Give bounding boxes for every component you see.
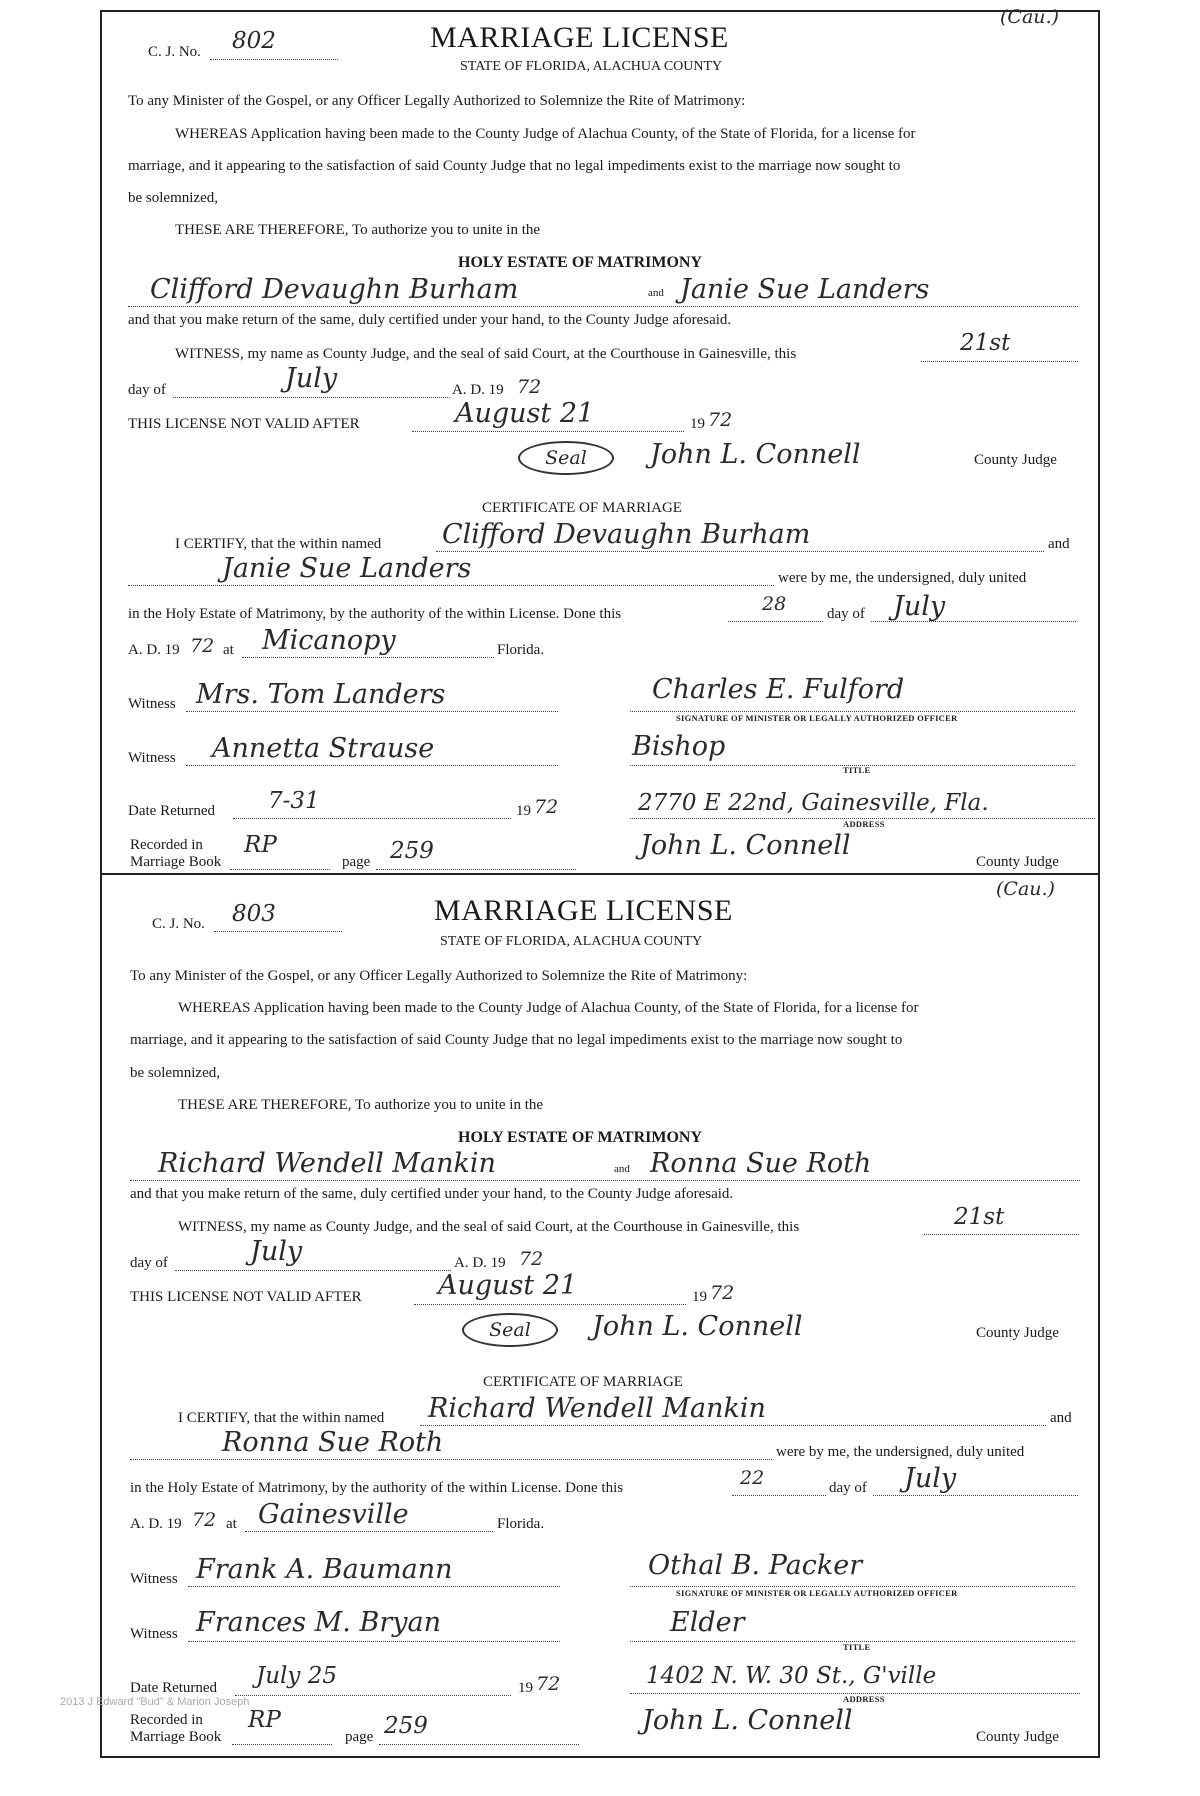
watermark: 2013 J Edward "Bud" & Marion Joseph <box>60 1696 250 1708</box>
seal-text: Seal <box>489 1319 531 1341</box>
judge-signature: John L. Connell <box>592 1311 803 1342</box>
cj-no-line <box>210 59 338 60</box>
address-label: ADDRESS <box>843 819 885 829</box>
to-line: To any Minister of the Gospel, or any Officer Legally Authorized to Solemnize the Rite of Matrimony: <box>130 968 748 984</box>
therefore-line: THESE ARE THEREFORE, To authorize you to unite in the <box>175 222 541 238</box>
cert-done-day: 28 <box>762 593 787 615</box>
day-of-label: day of <box>130 1255 168 1271</box>
title-label: TITLE <box>843 765 871 775</box>
cert-florida: Florida. <box>497 642 545 658</box>
cj-number: 802 <box>232 28 276 54</box>
returned-year: 72 <box>534 796 559 818</box>
page-line <box>379 1744 579 1745</box>
to-line: To any Minister of the Gospel, or any Officer Legally Authorized to Solemnize the Rite of Matrimony: <box>128 93 746 109</box>
license-title: MARRIAGE LICENSE <box>434 894 733 927</box>
license-title: MARRIAGE LICENSE <box>430 21 729 54</box>
recorded-county-judge-label: County Judge <box>976 1729 1059 1745</box>
witness-2-label: Witness <box>128 750 176 766</box>
cert-place-line <box>245 1531 493 1532</box>
and-word: and <box>648 287 664 299</box>
cert-day-of: day of <box>829 1480 867 1496</box>
seal-stamp <box>518 441 614 475</box>
not-valid-label: THIS LICENSE NOT VALID AFTER <box>130 1289 362 1305</box>
cert-holy: in the Holy Estate of Matrimony, by the authority of the within License. Done this <box>128 606 622 622</box>
cert-year: 72 <box>190 635 215 657</box>
whereas-line-2: marriage, and it appearing to the satisfaction of said County Judge that no legal impediments exist to the marriage now sought to <box>128 158 901 174</box>
cj-label: C. J. No. <box>148 44 201 60</box>
county-judge-label: County Judge <box>976 1325 1059 1341</box>
recorded-in-label: Recorded in <box>130 1712 203 1728</box>
groom-name: Richard Wendell Mankin <box>158 1148 496 1179</box>
cert-done-day-line <box>732 1495 826 1496</box>
names-line <box>128 306 1078 307</box>
county-judge-label: County Judge <box>974 452 1057 468</box>
witness-2-label: Witness <box>130 1626 178 1642</box>
book-line <box>230 869 330 870</box>
minister-title: Elder <box>670 1607 745 1638</box>
seal-text: Seal <box>545 447 587 469</box>
witness-day: 21st <box>954 1204 1005 1230</box>
date-returned-line <box>233 818 511 819</box>
date-returned: 7-31 <box>268 788 320 814</box>
names-line <box>130 1180 1080 1181</box>
witness-1-line <box>188 1586 560 1587</box>
cert-groom-line <box>436 551 1044 552</box>
minister-title: Bishop <box>632 731 726 762</box>
witness-2: Annetta Strause <box>212 733 435 764</box>
cert-united: were by me, the undersigned, duly united <box>778 570 1027 586</box>
book: RP <box>248 1707 281 1733</box>
address: 2770 E 22nd, Gainesville, Fla. <box>638 790 989 816</box>
cert-and: and <box>1050 1410 1072 1426</box>
therefore-line: THESE ARE THEREFORE, To authorize you to unite in the <box>178 1097 544 1113</box>
cert-month: July <box>893 591 946 622</box>
cert-holy: in the Holy Estate of Matrimony, by the authority of the within License. Done this <box>130 1480 624 1496</box>
cert-done-day: 22 <box>740 1467 765 1489</box>
returned-year: 72 <box>536 1673 561 1695</box>
annotation: (Cau.) <box>1000 6 1059 28</box>
witness-day-line <box>921 361 1078 362</box>
cert-bride: Janie Sue Landers <box>222 553 472 584</box>
cert-done-day-line <box>728 621 823 622</box>
witness-2-line <box>186 765 558 766</box>
judge-signature: John L. Connell <box>650 439 861 470</box>
cert-groom-line <box>420 1425 1046 1426</box>
cj-label: C. J. No. <box>152 916 205 932</box>
and-word: and <box>614 1163 630 1175</box>
cj-number: 803 <box>232 901 276 927</box>
certificate-heading: CERTIFICATE OF MARRIAGE <box>483 1374 683 1390</box>
day-of-label: day of <box>128 382 166 398</box>
seal-stamp <box>462 1313 558 1347</box>
annotation: (Cau.) <box>996 878 1055 900</box>
minister-signature: Othal B. Packer <box>648 1550 863 1581</box>
page: 259 <box>384 1713 428 1739</box>
address-label: ADDRESS <box>843 1694 885 1704</box>
returned-year-label: 19 <box>516 803 531 819</box>
license-subtitle: STATE OF FLORIDA, ALACHUA COUNTY <box>460 59 723 74</box>
marriage-book-label: Marriage Book <box>130 1729 222 1745</box>
witness-day-line <box>924 1234 1079 1235</box>
cert-bride-line <box>130 1459 772 1460</box>
cert-place: Micanopy <box>262 625 396 656</box>
minister-label: SIGNATURE OF MINISTER OR LEGALLY AUTHORIZED OFFICER <box>676 1588 958 1598</box>
recorded-in-label: Recorded in <box>130 837 203 853</box>
cert-bride: Ronna Sue Roth <box>222 1427 444 1458</box>
recorded-county-judge-label: County Judge <box>976 854 1059 870</box>
month: July <box>250 1236 303 1267</box>
cert-month-line <box>873 1495 1078 1496</box>
address: 1402 N. W. 30 St., G'ville <box>646 1663 937 1689</box>
bride-name: Ronna Sue Roth <box>650 1148 872 1179</box>
whereas-line-3: be solemnized, <box>128 190 218 206</box>
cert-groom: Clifford Devaughn Burham <box>442 519 811 550</box>
book-line <box>232 1744 332 1745</box>
holy-estate-heading: HOLY ESTATE OF MATRIMONY <box>458 254 703 271</box>
minister-label: SIGNATURE OF MINISTER OR LEGALLY AUTHORIZED OFFICER <box>676 713 958 723</box>
cert-place: Gainesville <box>258 1499 409 1530</box>
bride-name: Janie Sue Landers <box>680 274 930 305</box>
cert-groom: Richard Wendell Mankin <box>428 1393 766 1424</box>
certificate-heading: CERTIFICATE OF MARRIAGE <box>482 500 682 516</box>
cert-ad: A. D. 19 <box>128 642 180 658</box>
witness-day: 21st <box>960 330 1011 356</box>
cert-certify: I CERTIFY, that the within named <box>175 536 382 552</box>
witness-line: WITNESS, my name as County Judge, and the seal of said Court, at the Courthouse in Gainesville, this <box>175 346 797 362</box>
date-returned-label: Date Returned <box>128 803 216 819</box>
title-label: TITLE <box>843 1642 871 1652</box>
minister-signature-line <box>630 1586 1075 1587</box>
return-line: and that you make return of the same, duly certified under your hand, to the County Judge aforesaid. <box>128 312 732 328</box>
cert-bride-line <box>128 585 774 586</box>
cert-ad: A. D. 19 <box>130 1516 182 1532</box>
cj-no-line <box>214 931 342 932</box>
holy-estate-heading: HOLY ESTATE OF MATRIMONY <box>458 1129 703 1146</box>
cert-place-line <box>242 657 494 658</box>
license-subtitle: STATE OF FLORIDA, ALACHUA COUNTY <box>440 934 703 949</box>
cert-certify: I CERTIFY, that the within named <box>178 1410 385 1426</box>
not-valid-line <box>414 1304 686 1305</box>
cert-year: 72 <box>192 1509 217 1531</box>
year-suffix: 72 <box>519 1248 544 1270</box>
recorded-signature: John L. Connell <box>640 830 851 861</box>
groom-name: Clifford Devaughn Burham <box>150 274 519 305</box>
whereas-line-2: marriage, and it appearing to the satisfaction of said County Judge that no legal impediments exist to the marriage now sought to <box>130 1032 903 1048</box>
witness-1-line <box>186 711 558 712</box>
date-returned-label: Date Returned <box>130 1680 218 1696</box>
not-valid-year-label: 19 <box>690 416 705 432</box>
whereas-line-3: be solemnized, <box>130 1065 220 1081</box>
cert-at: at <box>226 1516 237 1532</box>
return-line: and that you make return of the same, duly certified under your hand, to the County Judge aforesaid. <box>130 1186 734 1202</box>
witness-1-label: Witness <box>128 696 176 712</box>
page-label: page <box>342 854 371 870</box>
ad-label: A. D. 19 <box>454 1255 506 1271</box>
not-valid-line <box>412 431 684 432</box>
witness-2: Frances M. Bryan <box>196 1607 441 1638</box>
year-suffix: 72 <box>517 376 542 398</box>
not-valid-label: THIS LICENSE NOT VALID AFTER <box>128 416 360 432</box>
cert-united: were by me, the undersigned, duly united <box>776 1444 1025 1460</box>
whereas-line-1: WHEREAS Application having been made to the County Judge of Alachua County, of the State of Florida, for a license for <box>175 126 916 142</box>
returned-year-label: 19 <box>518 1680 533 1696</box>
whereas-line-1: WHEREAS Application having been made to the County Judge of Alachua County, of the State of Florida, for a license for <box>178 1000 919 1016</box>
not-valid-year: 72 <box>710 1282 735 1304</box>
not-valid-date: August 21 <box>455 398 595 429</box>
not-valid-date: August 21 <box>438 1270 578 1301</box>
witness-2-line <box>188 1641 560 1642</box>
cert-and: and <box>1048 536 1070 552</box>
cert-day-of: day of <box>827 606 865 622</box>
page: 259 <box>390 838 434 864</box>
date-returned-line <box>235 1695 511 1696</box>
cert-month: July <box>904 1463 957 1494</box>
month: July <box>285 363 338 394</box>
page-label: page <box>345 1729 374 1745</box>
not-valid-year-label: 19 <box>692 1289 707 1305</box>
witness-1: Mrs. Tom Landers <box>196 679 446 710</box>
witness-1: Frank A. Baumann <box>196 1554 453 1585</box>
month-line <box>175 1270 451 1271</box>
cert-florida: Florida. <box>497 1516 545 1532</box>
license-separator <box>102 873 1098 875</box>
minister-signature: Charles E. Fulford <box>652 674 905 705</box>
witness-line: WITNESS, my name as County Judge, and the seal of said Court, at the Courthouse in Gainesville, this <box>178 1219 800 1235</box>
page-line <box>376 869 576 870</box>
not-valid-year: 72 <box>708 409 733 431</box>
minister-signature-line <box>630 711 1075 712</box>
book: RP <box>244 832 277 858</box>
ad-label: A. D. 19 <box>452 382 504 398</box>
marriage-book-label: Marriage Book <box>130 854 222 870</box>
month-line <box>173 397 450 398</box>
recorded-signature: John L. Connell <box>642 1705 853 1736</box>
date-returned: July 25 <box>256 1663 337 1689</box>
witness-1-label: Witness <box>130 1571 178 1587</box>
cert-at: at <box>223 642 234 658</box>
